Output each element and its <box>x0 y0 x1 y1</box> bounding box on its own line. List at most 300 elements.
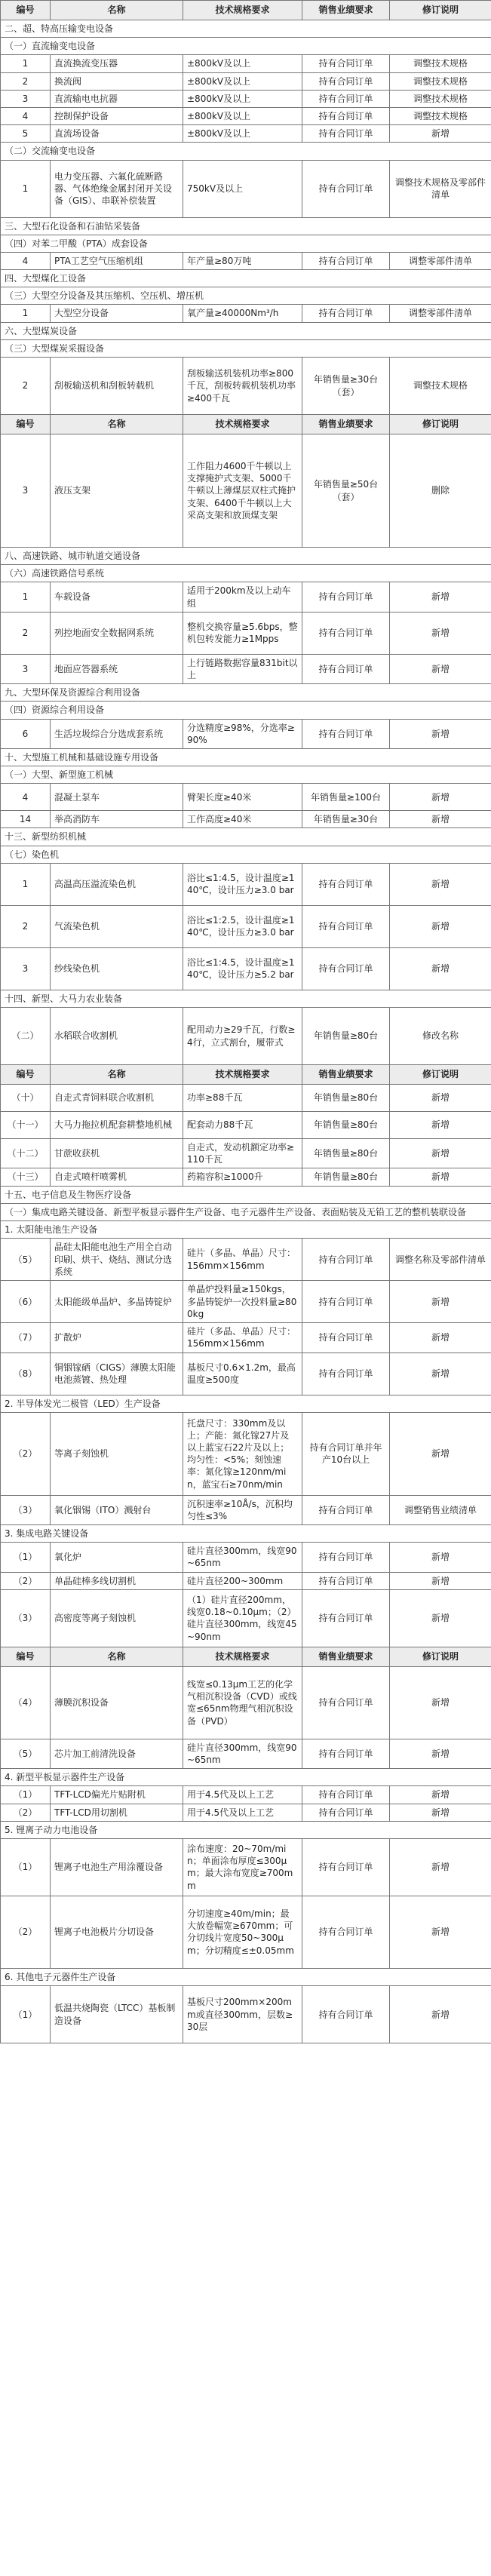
item-name: 气流染色机 <box>51 905 183 947</box>
item-number: （1） <box>1 1786 51 1804</box>
item-note: 新增 <box>390 654 491 683</box>
item-number: （8） <box>1 1352 51 1395</box>
item-sales: 持有合同订单 <box>302 160 390 217</box>
item-number: 1 <box>1 160 51 217</box>
item-name: 低温共烧陶瓷（LTCC）基板制造设备 <box>51 1986 183 2043</box>
subsection-heading: （四）资源综合利用设备 <box>1 702 491 719</box>
table-row <box>1 1739 491 1768</box>
item-name: 举高消防车 <box>51 811 183 828</box>
item-name: 地面应答器系统 <box>51 654 183 683</box>
item-sales: 持有合同订单并年产10台以上 <box>302 1412 390 1495</box>
item-note: 新增 <box>390 582 491 612</box>
item-number: （1） <box>1 1838 51 1896</box>
item-number: （十） <box>1 1085 51 1112</box>
item-name: 芯片加工前清洗设备 <box>51 1739 183 1768</box>
item-sales: 持有合同订单 <box>302 1896 390 1968</box>
item-spec: 臂架长度≥40米 <box>183 784 302 811</box>
table-row <box>1 125 491 143</box>
section-heading: 九、大型环保及资源综合利用设备 <box>1 684 491 702</box>
item-number: （2） <box>1 1412 51 1495</box>
table-row <box>1 1085 491 1112</box>
table-row <box>1 1572 491 1589</box>
item-name: 混凝土泵车 <box>51 784 183 811</box>
item-spec: 工作阻力4600千牛顿以上支撑掩护式支架、5000千牛顿以上薄煤层双柱式掩护支架、6400千牛顿以上大采高支架和放顶煤支架 <box>183 434 302 548</box>
item-sales: 持有合同订单 <box>302 612 390 654</box>
item-note: 新增 <box>390 811 491 828</box>
item-note: 调整零部件清单 <box>390 252 491 269</box>
item-spec: 分选精度≥98%，分选率≥90% <box>183 719 302 748</box>
header-sales: 销售业绩要求 <box>302 1647 390 1666</box>
item-spec: 浴比≤1:4.5，设计温度≥140℃，设计压力≥5.2 bar <box>183 947 302 990</box>
section-row <box>1 1220 491 1238</box>
header-spec: 技术规格要求 <box>183 1647 302 1666</box>
item-name: 液压支架 <box>51 434 183 548</box>
item-spec: ±800kV及以上 <box>183 90 302 107</box>
item-number: 4 <box>1 107 51 124</box>
item-spec: 用于4.5代及以上工艺 <box>183 1804 302 1821</box>
item-name: 纱线染色机 <box>51 947 183 990</box>
header-no: 编号 <box>1 1065 51 1085</box>
header-note: 修订说明 <box>390 415 491 434</box>
section-heading: 八、高速铁路、城市轨道交通设备 <box>1 548 491 565</box>
item-sales: 持有合同订单 <box>302 1495 390 1524</box>
section-row <box>1 565 491 582</box>
item-name: 直流换流变压器 <box>51 55 183 72</box>
item-spec: （1）硅片直径200mm，线宽0.18~0.10μm；（2）硅片直径300mm，线宽45~90nm <box>183 1589 302 1647</box>
section-row <box>1 270 491 287</box>
item-note: 调整技术规格 <box>390 90 491 107</box>
section-row <box>1 20 491 38</box>
table-row <box>1 1323 491 1352</box>
table-row <box>1 654 491 683</box>
item-spec: 自走式，发动机额定功率≥110千瓦 <box>183 1139 302 1168</box>
subsection-heading: 5. 锂离子动力电池设备 <box>1 1821 491 1838</box>
subsection-heading: 4. 新型平板显示器件生产设备 <box>1 1769 491 1786</box>
item-number: 1 <box>1 305 51 322</box>
section-row <box>1 702 491 719</box>
item-number: （二） <box>1 1008 51 1065</box>
item-sales: 持有合同订单 <box>302 55 390 72</box>
item-note: 调整技术规格 <box>390 55 491 72</box>
subsection-heading: 3. 集成电路关键设备 <box>1 1525 491 1543</box>
item-note: 新增 <box>390 1281 491 1323</box>
table-row <box>1 358 491 415</box>
item-spec: 线宽≤0.13μm工艺的化学气相沉积设备（CVD）或线宽≤65nm物理气相沉积设备（PVD） <box>183 1666 302 1739</box>
item-spec: 配用动力≥29千瓦，行数≥4行，立式割台，履带式 <box>183 1008 302 1065</box>
item-name: 自走式青饲料联合收割机 <box>51 1085 183 1112</box>
item-sales: 持有合同订单 <box>302 1986 390 2043</box>
item-number: （6） <box>1 1281 51 1323</box>
table-row <box>1 305 491 322</box>
item-name: TFT-LCD偏光片贴附机 <box>51 1786 183 1804</box>
item-note: 新增 <box>390 863 491 905</box>
item-note: 新增 <box>390 905 491 947</box>
item-note: 调整技术规格及零部件清单 <box>390 160 491 217</box>
item-sales: 年销售量≥80台 <box>302 1085 390 1112</box>
header-name: 名称 <box>51 415 183 434</box>
item-sales: 持有合同订单 <box>302 1666 390 1739</box>
section-row <box>1 1821 491 1838</box>
item-note: 新增 <box>390 1786 491 1804</box>
table-row <box>1 784 491 811</box>
header-note: 修订说明 <box>390 1065 491 1085</box>
header-name: 名称 <box>51 1647 183 1666</box>
item-sales: 持有合同订单 <box>302 1838 390 1896</box>
header-note: 修订说明 <box>390 1 491 20</box>
item-number: 3 <box>1 90 51 107</box>
table-row <box>1 612 491 654</box>
table-row <box>1 434 491 548</box>
item-note: 新增 <box>390 1352 491 1395</box>
item-sales: 年销售量≥80台 <box>302 1008 390 1065</box>
table-row <box>1 1495 491 1524</box>
subsection-heading: （四）对苯二甲酸（PTA）成套设备 <box>1 235 491 252</box>
table-row <box>1 252 491 269</box>
item-sales: 持有合同订单 <box>302 1543 390 1572</box>
table-row <box>1 107 491 124</box>
item-number: 5 <box>1 125 51 143</box>
item-number: 14 <box>1 811 51 828</box>
item-name: 氧化炉 <box>51 1543 183 1572</box>
item-sales: 年销售量≥30台（套） <box>302 358 390 415</box>
item-name: 氧化铟锡（ITO）溅射台 <box>51 1495 183 1524</box>
header-note: 修订说明 <box>390 1647 491 1666</box>
header-spec: 技术规格要求 <box>183 1065 302 1085</box>
header-name: 名称 <box>51 1 183 20</box>
table-row <box>1 1168 491 1186</box>
table-body <box>1 20 491 2043</box>
item-number: （3） <box>1 1495 51 1524</box>
item-name: TFT-LCD用切割机 <box>51 1804 183 1821</box>
item-note: 修改名称 <box>390 1008 491 1065</box>
header-sales: 销售业绩要求 <box>302 1065 390 1085</box>
header-no: 编号 <box>1 1 51 20</box>
item-sales: 年销售量≥80台 <box>302 1139 390 1168</box>
item-number: （1） <box>1 1543 51 1572</box>
subsection-heading: （一）集成电路关键设备、新型平板显示器件生产设备、电子元器件生产设备、表面贴装及无铅工艺的整机装联设备 <box>1 1203 491 1220</box>
subsection-heading: 1. 太阳能电池生产设备 <box>1 1220 491 1238</box>
item-spec: 浴比≤1:2.5，设计温度≥140℃，设计压力≥3.0 bar <box>183 905 302 947</box>
header-sales: 销售业绩要求 <box>302 415 390 434</box>
item-note: 新增 <box>390 1085 491 1112</box>
item-spec: 上行链路数据容量831bit以上 <box>183 654 302 683</box>
item-name: 锂离子电池极片分切设备 <box>51 1896 183 1968</box>
item-name: 直流场设备 <box>51 125 183 143</box>
item-sales: 年销售量≥50台（套） <box>302 434 390 548</box>
item-spec: 基板尺寸200mm×200mm或直径300mm，层数≥30层 <box>183 1986 302 2043</box>
item-note: 新增 <box>390 784 491 811</box>
section-heading: 十、大型施工机械和基础设施专用设备 <box>1 748 491 766</box>
item-spec: 托盘尺寸：330mm及以上；产能：氮化镓27片及以上蓝宝石22片及以上；均匀性：<5%；刻蚀速率：氮化镓≥120nm/min，蓝宝石≥70nm/min <box>183 1412 302 1495</box>
item-spec: 年产量≥80万吨 <box>183 252 302 269</box>
table-row <box>1 905 491 947</box>
table-row <box>1 582 491 612</box>
item-spec: 硅片直径300mm，线宽90~65nm <box>183 1739 302 1768</box>
item-note: 新增 <box>390 125 491 143</box>
item-note: 新增 <box>390 1323 491 1352</box>
item-name: 锂离子电池生产用涂覆设备 <box>51 1838 183 1896</box>
section-heading: 十四、新型、大马力农业装备 <box>1 990 491 1007</box>
item-number: （2） <box>1 1572 51 1589</box>
item-spec: 整机交换容量≥5.6bps，整机包转发能力≥1Mpps <box>183 612 302 654</box>
item-name: 等离子刻蚀机 <box>51 1412 183 1495</box>
item-number: 3 <box>1 947 51 990</box>
table-row <box>1 1112 491 1139</box>
item-note: 新增 <box>390 1896 491 1968</box>
table-row <box>1 160 491 217</box>
table-row <box>1 1786 491 1804</box>
item-sales: 持有合同订单 <box>302 947 390 990</box>
item-spec: 硅片直径300mm，线宽90~65nm <box>183 1543 302 1572</box>
item-note: 新增 <box>390 1572 491 1589</box>
section-heading: 二、超、特高压输变电设备 <box>1 20 491 38</box>
item-spec: ±800kV及以上 <box>183 125 302 143</box>
section-heading: 十三、新型纺织机械 <box>1 828 491 846</box>
item-note: 新增 <box>390 1139 491 1168</box>
item-number: （4） <box>1 1666 51 1739</box>
item-name: 铜铟镓硒（CIGS）薄膜太阳能电池蒸镀、热处理 <box>51 1352 183 1395</box>
item-number: 1 <box>1 863 51 905</box>
section-row <box>1 684 491 702</box>
section-row <box>1 766 491 784</box>
item-number: 6 <box>1 719 51 748</box>
item-name: 直流输电电抗器 <box>51 90 183 107</box>
item-sales: 年销售量≥80台 <box>302 1112 390 1139</box>
item-spec: 硅片直径200~300mm <box>183 1572 302 1589</box>
item-sales: 持有合同订单 <box>302 1589 390 1647</box>
table-row <box>1 1412 491 1495</box>
item-sales: 持有合同订单 <box>302 72 390 90</box>
item-note: 调整名称及零部件清单 <box>390 1239 491 1281</box>
repeated-header-row <box>1 415 491 434</box>
item-note: 新增 <box>390 1838 491 1896</box>
item-number: 1 <box>1 55 51 72</box>
item-note: 新增 <box>390 1986 491 2043</box>
item-spec: 适用于200km及以上动车组 <box>183 582 302 612</box>
section-row <box>1 1395 491 1412</box>
item-note: 新增 <box>390 947 491 990</box>
item-number: （7） <box>1 1323 51 1352</box>
section-row <box>1 828 491 846</box>
subsection-heading: 6. 其他电子元器件生产设备 <box>1 1968 491 1985</box>
item-name: 列控地面安全数据网系统 <box>51 612 183 654</box>
table-row <box>1 1589 491 1647</box>
table-row <box>1 1008 491 1065</box>
item-sales: 持有合同订单 <box>302 654 390 683</box>
item-spec: 氧产量≥40000Nm³/h <box>183 305 302 322</box>
section-row <box>1 322 491 339</box>
section-row <box>1 1186 491 1203</box>
item-spec: 分切速度≥40m/min；最大放卷幅宽≥670mm；可分切线片宽度50~300μm；分切精度≤±0.05mm <box>183 1896 302 1968</box>
item-spec: 基板尺寸0.6×1.2m，最高温度≥500度 <box>183 1352 302 1395</box>
item-sales: 持有合同订单 <box>302 1572 390 1589</box>
header-spec: 技术规格要求 <box>183 415 302 434</box>
subsection-heading: （六）高速铁路信号系统 <box>1 565 491 582</box>
item-name: 太阳能级单晶炉、多晶铸锭炉 <box>51 1281 183 1323</box>
item-number: （3） <box>1 1589 51 1647</box>
item-sales: 持有合同订单 <box>302 1281 390 1323</box>
item-sales: 持有合同订单 <box>302 719 390 748</box>
table-row <box>1 719 491 748</box>
item-note: 调整技术规格 <box>390 72 491 90</box>
item-sales: 年销售量≥100台 <box>302 784 390 811</box>
table-row <box>1 1804 491 1821</box>
item-spec: 功率≥88千瓦 <box>183 1085 302 1112</box>
item-spec: 配套动力88千瓦 <box>183 1112 302 1139</box>
item-note: 新增 <box>390 1412 491 1495</box>
item-note: 新增 <box>390 1543 491 1572</box>
subsection-heading: （一）直流输变电设备 <box>1 38 491 55</box>
item-name: 晶硅太阳能电池生产用全自动印刷、烘干、烧结、测试分选系统 <box>51 1239 183 1281</box>
item-spec: 750kV及以上 <box>183 160 302 217</box>
repeated-header-row <box>1 1647 491 1666</box>
item-name: 扩散炉 <box>51 1323 183 1352</box>
item-note: 调整销售业绩清单 <box>390 1495 491 1524</box>
section-row <box>1 1525 491 1543</box>
item-name: 自走式喷杆喷雾机 <box>51 1168 183 1186</box>
header-sales: 销售业绩要求 <box>302 1 390 20</box>
table-row <box>1 55 491 72</box>
item-number: 2 <box>1 72 51 90</box>
table-row <box>1 1281 491 1323</box>
subsection-heading: （二）交流输变电设备 <box>1 143 491 160</box>
item-note: 新增 <box>390 612 491 654</box>
subsection-heading: （七）染色机 <box>1 846 491 863</box>
item-name: 单晶硅棒多线切割机 <box>51 1572 183 1589</box>
table-row <box>1 863 491 905</box>
section-row <box>1 548 491 565</box>
item-note: 新增 <box>390 1804 491 1821</box>
item-number: 1 <box>1 582 51 612</box>
item-note: 调整零部件清单 <box>390 305 491 322</box>
item-sales: 年销售量≥80台 <box>302 1168 390 1186</box>
item-name: PTA工艺空气压缩机组 <box>51 252 183 269</box>
section-row <box>1 748 491 766</box>
item-sales: 持有合同订单 <box>302 863 390 905</box>
table-row <box>1 1896 491 1968</box>
item-note: 调整技术规格 <box>390 107 491 124</box>
item-number: 3 <box>1 434 51 548</box>
item-name: 控制保护设备 <box>51 107 183 124</box>
item-note: 新增 <box>390 719 491 748</box>
item-note: 新增 <box>390 1589 491 1647</box>
item-number: （十二） <box>1 1139 51 1168</box>
item-number: 2 <box>1 905 51 947</box>
item-note: 新增 <box>390 1168 491 1186</box>
table-row <box>1 72 491 90</box>
section-row <box>1 287 491 305</box>
table-row <box>1 1838 491 1896</box>
item-sales: 持有合同订单 <box>302 1323 390 1352</box>
repeated-header-row <box>1 1065 491 1085</box>
item-name: 水稻联合收割机 <box>51 1008 183 1065</box>
item-spec: ±800kV及以上 <box>183 107 302 124</box>
item-spec: 单晶炉投料量≥150kgs，多晶铸锭炉一次投料量≥800kg <box>183 1281 302 1323</box>
header-no: 编号 <box>1 415 51 434</box>
table-header-row <box>1 1 491 20</box>
item-spec: 工作高度≥40米 <box>183 811 302 828</box>
section-row <box>1 217 491 235</box>
item-sales: 持有合同订单 <box>302 1786 390 1804</box>
item-number: 4 <box>1 784 51 811</box>
item-spec: 浴比≤1:4.5，设计温度≥140℃，设计压力≥3.0 bar <box>183 863 302 905</box>
item-number: （5） <box>1 1239 51 1281</box>
section-row <box>1 235 491 252</box>
item-name: 高温高压溢流染色机 <box>51 863 183 905</box>
item-number: （2） <box>1 1804 51 1821</box>
item-name: 电力变压器、六氟化硫断路器、气体绝缘金属封闭开关设备（GIS）、串联补偿装置 <box>51 160 183 217</box>
item-name: 甘蔗收获机 <box>51 1139 183 1168</box>
table-row <box>1 1352 491 1395</box>
item-sales: 持有合同订单 <box>302 252 390 269</box>
section-heading: 四、大型煤化工设备 <box>1 270 491 287</box>
item-sales: 持有合同订单 <box>302 125 390 143</box>
item-spec: 沉积速率≥10Å/s，沉积均匀性≤3% <box>183 1495 302 1524</box>
header-spec: 技术规格要求 <box>183 1 302 20</box>
item-spec: ±800kV及以上 <box>183 72 302 90</box>
item-name: 生活垃圾综合分选成套系统 <box>51 719 183 748</box>
table-row <box>1 1139 491 1168</box>
header-no: 编号 <box>1 1647 51 1666</box>
section-heading: 六、大型煤炭设备 <box>1 322 491 339</box>
item-number: （5） <box>1 1739 51 1768</box>
item-sales: 持有合同订单 <box>302 90 390 107</box>
item-note: 调整技术规格 <box>390 358 491 415</box>
item-sales: 持有合同订单 <box>302 582 390 612</box>
subsection-heading: （一）大型、新型施工机械 <box>1 766 491 784</box>
item-number: （1） <box>1 1986 51 2043</box>
item-number: 2 <box>1 612 51 654</box>
item-number: （2） <box>1 1896 51 1968</box>
item-number: （十一） <box>1 1112 51 1139</box>
table-row <box>1 1986 491 2043</box>
item-name: 薄膜沉积设备 <box>51 1666 183 1739</box>
item-name: 高密度等离子刻蚀机 <box>51 1589 183 1647</box>
section-row <box>1 1769 491 1786</box>
table-row <box>1 90 491 107</box>
item-name: 车载设备 <box>51 582 183 612</box>
item-note: 新增 <box>390 1739 491 1768</box>
item-note: 新增 <box>390 1666 491 1739</box>
item-note: 删除 <box>390 434 491 548</box>
section-row <box>1 990 491 1007</box>
item-note: 新增 <box>390 1112 491 1139</box>
section-row <box>1 339 491 357</box>
item-name: 大型空分设备 <box>51 305 183 322</box>
item-sales: 持有合同订单 <box>302 1352 390 1395</box>
item-spec: 药箱容积≥1000升 <box>183 1168 302 1186</box>
item-spec: ±800kV及以上 <box>183 55 302 72</box>
header-name: 名称 <box>51 1065 183 1085</box>
item-sales: 年销售量≥30台 <box>302 811 390 828</box>
item-spec: 硅片（多晶、单晶）尺寸：156mm×156mm <box>183 1239 302 1281</box>
section-row <box>1 143 491 160</box>
subsection-heading: （三）大型空分设备及其压缩机、空压机、增压机 <box>1 287 491 305</box>
section-row <box>1 846 491 863</box>
section-row <box>1 38 491 55</box>
table-row <box>1 1666 491 1739</box>
item-number: （十三） <box>1 1168 51 1186</box>
section-row <box>1 1203 491 1220</box>
item-spec: 硅片（多晶、单晶）尺寸：156mm×156mm <box>183 1323 302 1352</box>
item-sales: 持有合同订单 <box>302 1239 390 1281</box>
item-sales: 持有合同订单 <box>302 305 390 322</box>
item-spec: 涂布速度：20~70m/min；单面涂布厚度≤300μm；最大涂布宽度≥700mm <box>183 1838 302 1896</box>
item-sales: 持有合同订单 <box>302 905 390 947</box>
item-number: 3 <box>1 654 51 683</box>
table-row <box>1 1239 491 1281</box>
table-row <box>1 1543 491 1572</box>
